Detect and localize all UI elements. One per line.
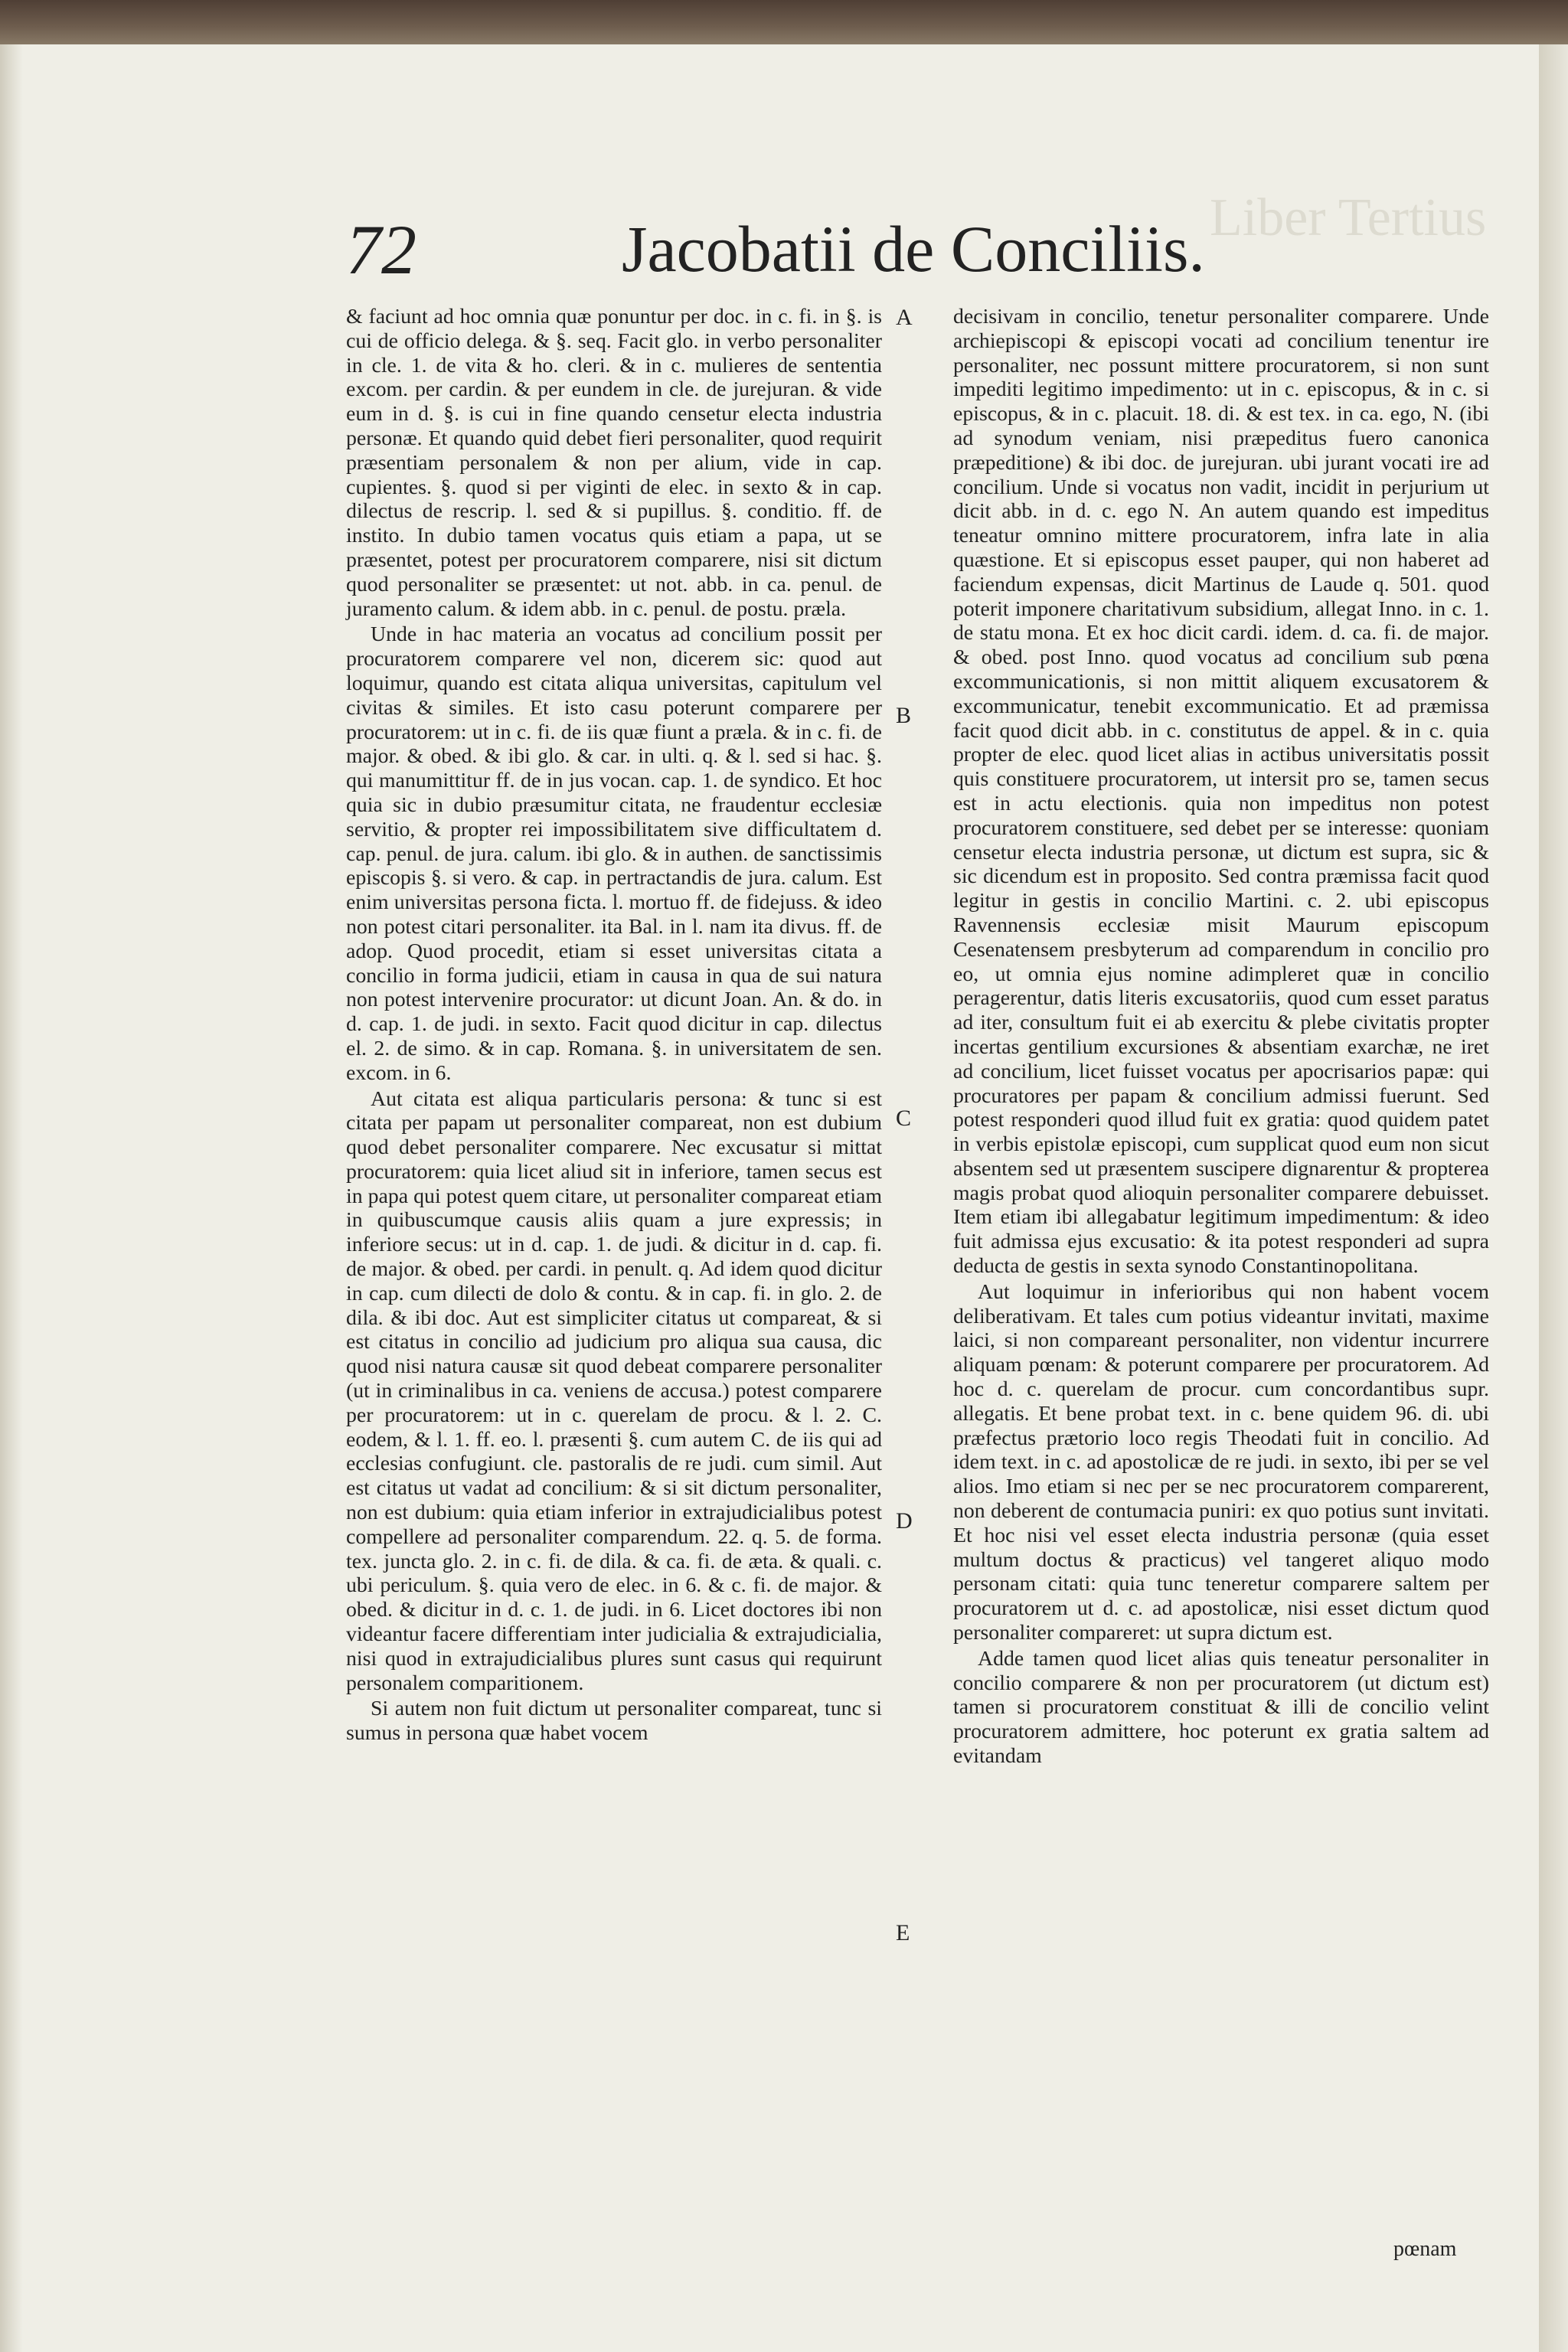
- background-top-strip: [0, 0, 1568, 47]
- right-paragraph-2: Aut loquimur in inferioribus qui non habent vocem deliberativam. Et tales cum potius videantur invitati, maxime laici, si non compareant personaliter, non videntur incurrere aliquam pœnam: & poterunt comparere per procuratorem. Ad hoc d. c. querelam de procur. cum concordantibus supr. allegatis. Et bene probat text. in c. bene quidem 96. di. ubi præfectus prætorio loco regis Theodati fuit in concilio. Ad idem text. in c. ad apostolicæ de re judi. in sexto, ibi per se vel alios. Imo etiam si nec per se nec procuratorem comparerent, non deberent de contumacia puniri: ex quo potius sunt invitati. Et hoc nisi vel esset electa industria personæ (quia esset multum doctus & practicus) vel tangeret aliquo modo personam citati: quia tunc teneretur comparere saltem per procuratorem ut d. c. ad apostolicæ, nisi esset dictum quod personaliter compareret: ut supra dictum est.: [953, 1279, 1489, 1645]
- page-left-edge: [0, 44, 23, 2352]
- marginal-letter-c: C: [896, 1106, 912, 1131]
- marginal-letter-a: A: [896, 305, 913, 330]
- show-through-text: Liber Tertius: [1210, 188, 1487, 247]
- left-paragraph-3: Aut citata est aliqua particularis persona: & tunc si est citata per papam ut personaliter compareat, non est dubium quod debet personaliter comparere. Nec excusatur si mittat procuratorem: quia licet aliud sit in inferiore, tamen secus est in papa qui potest quem citare, ut personaliter compareat etiam in quibuscumque causis aliis quam a jure expressis; in inferiore secus: ut in d. cap. 1. de judi. & dicitur in d. cap. fi. de major. & obed. per cardi. in penult. q. Ad idem quod dicitur in cap. cum dilecti de dolo & contu. & in cap. fi. in glo. 2. de dila. & ibi doc. Aut est simpliciter citatus ut compareat, & si est citatus in concilio ad judicium pro aliqua sua causa, dic quod nisi natura causæ sit quod debeat comparere personaliter (ut in criminalibus in ca. veniens de accusa.) potest comparere per procuratorem: ut in c. querelam de procu. & l. 2. C. eodem, & l. 1. ff. eo. l. præsenti §. cum autem C. de iis qui ad ecclesias confugiunt. cle. pastoralis de re judi. cum simil. Aut est citatus ut vadat ad concilium: & si sit dictum personaliter, non est dubium: quia etiam inferior in extrajudicialibus potest compellere ad personaliter comparendum. 22. q. 5. de forma. tex. juncta glo. 2. in c. fi. de dila. & ca. fi. de æta. & quali. c. ubi periculum. §. quia vero de elec. in 6. & c. fi. de major. & obed. & dicitur in d. c. 1. de judi. in 6. Licet doctores ibi non videantur facere differentiam inter judicialia & extrajudicialia, nisi quod in extrajudicialibus plures sunt casus qui requirunt personalem comparitionem.: [346, 1086, 882, 1695]
- right-paragraph-3: Adde tamen quod licet alias quis teneatur personaliter in concilio comparere & non per procuratorem (ut dictum est) tamen si procuratorem constituat & illi de concilio velint procuratorem admittere, hoc poterunt ex gratia saltem ad evitandam: [953, 1646, 1489, 1769]
- right-paragraph-1: decisivam in concilio, tenetur personaliter comparere. Unde archiepiscopi & episcopi vocati ad concilium tenentur ire personaliter, nec possunt mittere procuratorem, si non sunt impediti legitimo impedimento: ut in c. episcopus, & in c. si episcopus, & in c. placuit. 18. di. & est tex. in ca. ego, N. (ibi ad synodum veniam, nisi præpeditus fuero canonica præpeditione) & ibi doc. de jurejuran. ubi jurant vocati ire ad concilium. Unde si vocatus non vadit, incidit in perjurium ut dicit abb. in d. c. ego N. An autem quando est impeditus teneatur omnino mittere procuratorem, infra late in alia quæstione. Et si episcopus esset pauper, qui non haberet ad faciendum expensas, dicit Martinus de Laude q. 501. quod poterit imponere charitativum subsidium, allegat Inno. in c. 1. de statu mona. Et ex hoc dicit cardi. idem. d. ca. fi. de major. & obed. post Inno. quod vocatus ad concilium sub pœna excommunicationis, si non mittit aliquem excusatorem & excommunicatur, tenebit excommunicatio. Et ad præmissa facit quod dicit abb. in c. constitutus de appel. & in c. quia propter de elec. quod licet alias in actibus universitatis possit quis constituere procuratorem, ut intersit pro se, tamen secus est in actu electionis. quia non impeditus non potest procuratorem constituere, sed debet per se interesse: quoniam censetur electa industria personæ, ut dictum est supra, sic & sic dicendum est in proposito. Sed contra præmissa facit quod legitur in gestis in concilio Martini. c. 2. ubi episcopus Ravennensis ecclesiæ misit Maurum episcopum Cesenatensem presbyterum ad comparendum in concilio pro eo, ut omnia ejus nomine adimpleret quæ in concilio peragerentur, datis literis excusatoriis, quod cum esset paratus ad iter, consultum fuit ei ab exercitu & plebe civitatis propter incertas gentilium excursiones & absentiam exarchæ, ne iret ad concilium, licet fuisset vocatus per apocrisarios papæ: qui procuratores per papam & concilium admissi fuerunt. Sed potest responderi quod illud fuit ex gratia: quod quidem patet in verbis epistolæ episcopi, cum supplicat quod eum non sicut absentem sed ut præsentem suscipere dignarentur & propterea magis probat quod alioquin personaliter comparere debuisset. Item etiam ibi allegabatur legitimum impedimentum: & ideo fuit admissa ejus excusatio: & ita potest responderi ad supra deducta de gestis in sexta synodo Constantinopolitana.: [953, 305, 1489, 1279]
- right-column: [953, 305, 1489, 1769]
- marginal-letter-d: D: [896, 1508, 913, 1534]
- facing-page-edge: [1539, 44, 1568, 2352]
- marginal-letter-b: B: [896, 703, 912, 728]
- page-number: 72: [346, 211, 416, 289]
- left-column: [346, 305, 882, 1746]
- marginal-letter-e: E: [896, 1920, 910, 1945]
- left-paragraph-1: & faciunt ad hoc omnia quæ ponuntur per doc. in c. fi. in §. is cui de officio delega. & §. seq. Facit glo. in verbo personaliter in cle. 1. de vita & ho. cleri. & in c. mulieres de sententia excom. per cardin. & per eundem in cle. de jurejuran. & vide eum in d. §. is cui in fine quando censetur electa industria personæ. Et quando quid debet fieri personaliter, quod requirit præsentiam personalem & non per alium, vide in cap. cupientes. §. quod si per viginti de elec. in sexto & in cap. dilectus de rescrip. l. sed & si pupillus. §. conditio. ff. de instito. In dubio tamen vocatus quis etiam a papa, ut se præsentet, potest per procuratorem comparere, nisi sit dictum quod personaliter se præsentet: ut not. abb. in ca. penul. de juramento calum. & idem abb. in c. penul. de postu. præla.: [346, 305, 882, 621]
- running-title: Jacobatii de Conciliis.: [622, 212, 1205, 286]
- catchword: pœnam: [1393, 2237, 1457, 2261]
- left-paragraph-2: Unde in hac materia an vocatus ad concilium possit per procuratorem comparere vel non, dicerem sic: quod aut loquimur, quando est citata aliqua universitas, capitulum vel civitas & similes. Et isto casu poterunt comparere per procuratorem: ut in c. fi. de iis quæ fiunt a præla. & in c. fi. de major. & obed. & ibi glo. & car. in ulti. q. & l. sed si hac. §. qui manumittitur ff. de in jus vocan. cap. 1. de syndico. Et hoc quia sic in dubio præsumitur citata, ne fraudentur ecclesiæ servitio, & propter rei impossibilitatem sive difficultatem d. cap. penul. de jura. calum. ibi glo. & in authen. de sanctissimis episcopis §. si vero. & cap. in pertractandis de jura. calum. Est enim universitas persona ficta. l. mortuo ff. de fidejuss. & ideo non potest citari personaliter. ita Bal. in l. nam ita divus. ff. de adop. Quod procedit, etiam si esset universitas citata a concilio in forma judicii, etiam in causa in qua de sui natura non potest intervenire procurator: ut dicunt Joan. An. & do. in d. cap. 1. de judi. in sexto. Facit quod dicitur in cap. dilectus el. 2. de simo. & in cap. Romana. §. in universitatem de sen. excom. in 6.: [346, 622, 882, 1085]
- left-paragraph-4: Si autem non fuit dictum ut personaliter compareat, tunc si sumus in persona quæ habet vocem: [346, 1697, 882, 1746]
